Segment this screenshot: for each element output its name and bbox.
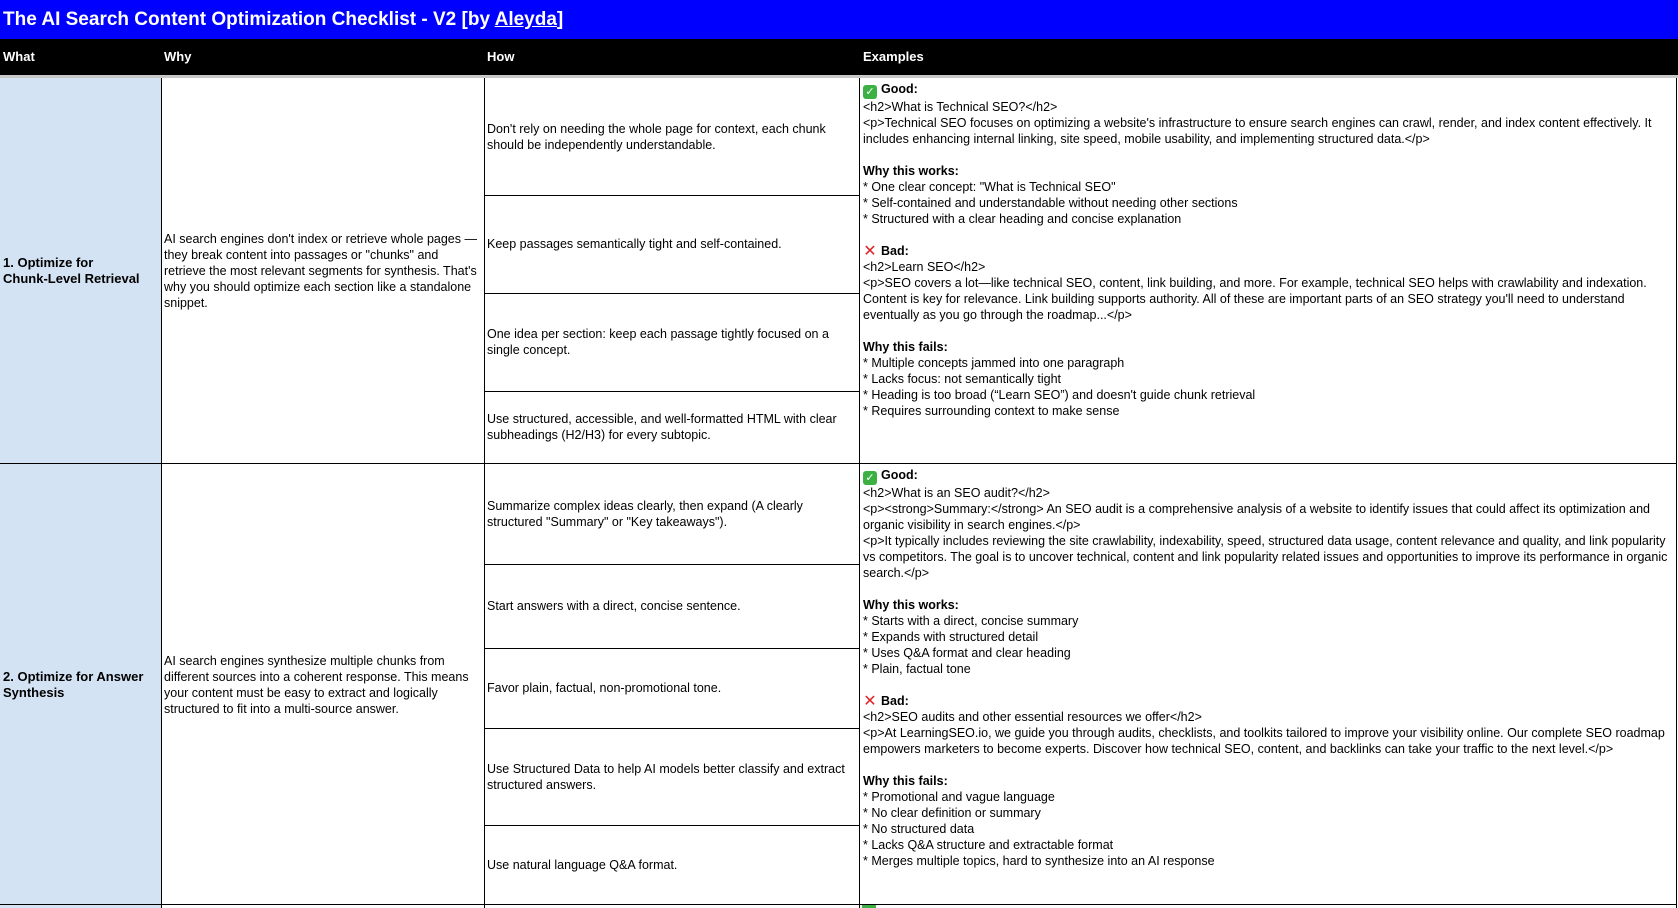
grid-line [484, 648, 860, 649]
why-works-label: Why this works: [863, 164, 959, 178]
example-line: * Requires surrounding context to make sense [863, 404, 1120, 418]
example-line: <p>At LearningSEO.io, we guide you through audits, checklists, and toolkits tailored to improve your visibility online. Our complete SEO roadmap empowers marketers to become experts. Discover how technical SEO, content, and backlinks can take your traffic to the next level.</p> [863, 726, 1665, 756]
example-line: <p>Technical SEO focuses on optimizing a website's infrastructure to ensure search engines can crawl, render, and index content effectively. It includes enhancing internal linking, site speed, mobile usability, and implementing structured data.</p> [863, 116, 1652, 146]
example-line: <h2>SEO audits and other essential resources we offer</h2> [863, 710, 1202, 724]
grid-line [484, 564, 860, 565]
good-label: Good: [881, 82, 918, 96]
example-line: * No clear definition or summary [863, 806, 1041, 820]
row-2-how-2: Start answers with a direct, concise sentence. [487, 599, 741, 613]
sheet-title [0, 0, 1678, 39]
example-line: <p>SEO covers a lot—like technical SEO, content, link building, and more. For example, technical SEO helps with crawlability and indexation. Content is key for relevance. Link building supports authority. All of these are important parts of an SEO strategy you'll need to understand eventually as you go through the roadmap...</p> [863, 276, 1647, 322]
example-line: * Lacks focus: not semantically tight [863, 372, 1062, 386]
column-header-how: How [487, 49, 515, 64]
title-text: The AI Search Content Optimization Checklist - V2 [by [3, 9, 495, 30]
example-line: * Structured with a clear heading and concise explanation [863, 212, 1182, 226]
row-1-how-4: Use structured, accessible, and well-formatted HTML with clear subheadings (H2/H3) for every subtopic. [487, 412, 837, 442]
example-line: * No structured data [863, 822, 975, 836]
example-line: <p>It typically includes reviewing the site crawlability, indexability, speed, structured data usage, content relevance and quality, and link popularity vs competitors. The goal is to uncover technical, content and link popularity related issues and opportunities to improve its performance in organic search.</p> [863, 534, 1668, 580]
row-1-examples [860, 81, 1676, 419]
example-line: <h2>What is Technical SEO?</h2> [863, 100, 1058, 114]
grid-line [859, 78, 860, 908]
example-line: * One clear concept: "What is Technical SEO" [863, 180, 1116, 194]
example-line: * Self-contained and understandable without needing other sections [863, 196, 1238, 210]
cross-mark-icon: ✕ [863, 693, 877, 710]
grid-line [0, 904, 1677, 905]
row-1-what: 1. Optimize for Chunk-Level Retrieval [0, 78, 161, 463]
grid-line [484, 728, 860, 729]
example-line: <h2>Learn SEO</h2> [863, 260, 986, 274]
example-line: * Plain, factual tone [863, 662, 971, 676]
grid-line [484, 78, 485, 908]
example-line: <p><strong>Summary:</strong> An SEO audit is a comprehensive analysis of a website to identify issues that could affect its optimization and organic visibility in search engines.</p> [863, 502, 1651, 532]
row-1-how-1: Don't rely on needing the whole page for context, each chunk should be independently understandable. [487, 121, 826, 152]
example-line: * Starts with a direct, concise summary [863, 614, 1079, 628]
row-2-examples [860, 467, 1676, 869]
example-line: * Promotional and vague language [863, 790, 1055, 804]
why-fails-label: Why this fails: [863, 774, 948, 788]
why-fails-label: Why this fails: [863, 340, 948, 354]
grid-line [0, 463, 1677, 464]
row-2-how-5: Use natural language Q&A format. [487, 857, 678, 872]
example-line: * Expands with structured detail [863, 630, 1039, 644]
grid-line [161, 78, 162, 908]
column-header-why: Why [164, 49, 192, 64]
example-line: * Multiple concepts jammed into one paragraph [863, 356, 1125, 370]
why-works-label: Why this works: [863, 598, 959, 612]
good-label: Good: [881, 468, 918, 482]
cross-mark-icon: ✕ [863, 243, 877, 260]
title-suffix: ] [556, 9, 564, 30]
row-1-why: AI search engines don't index or retrieve whole pages — they break content into passages or "chunks" and retrieve the most relevant segments for synthesis. That's why you should optimize each section like a standalone snippet. [164, 231, 477, 310]
grid-line [484, 293, 860, 294]
example-line: * Uses Q&A format and clear heading [863, 646, 1071, 660]
row-2-how-3: Favor plain, factual, non-promotional tone. [487, 681, 722, 695]
example-line: <h2>What is an SEO audit?</h2> [863, 486, 1050, 500]
row-2-what: 2. Optimize for Answer Synthesis [0, 464, 161, 906]
row-1-how-3: One idea per section: keep each passage tightly focused on a single concept. [487, 327, 829, 357]
column-header-examples: Examples [863, 49, 924, 64]
grid-line [484, 825, 860, 826]
row-2-why: AI search engines synthesize multiple chunks from different sources into a coherent response. This means your content must be easy to extract and logically structured to fit into a multi-source answer. [164, 654, 469, 716]
check-mark-icon: ✓ [863, 471, 877, 485]
grid-line [484, 391, 860, 392]
example-line: * Heading is too broad (“Learn SEO”) and doesn't guide chunk retrieval [863, 388, 1256, 402]
row-2-how-1: Summarize complex ideas clearly, then expand (A clearly structured "Summary" or "Key takeaways"). [487, 499, 803, 529]
column-header-what: What [3, 49, 35, 64]
row-1-how-2: Keep passages semantically tight and self-contained. [487, 237, 782, 251]
example-line: * Merges multiple topics, hard to synthesize into an AI response [863, 854, 1215, 868]
bad-label: Bad: [881, 694, 909, 708]
row-2-how-4: Use Structured Data to help AI models better classify and extract structured answers. [487, 761, 845, 792]
grid-line [1676, 78, 1677, 908]
column-header-row [0, 39, 1678, 75]
author-link[interactable]: Aleyda [494, 9, 557, 30]
bad-label: Bad: [881, 244, 909, 258]
example-line: * Lacks Q&A structure and extractable format [863, 838, 1114, 852]
grid-line [484, 195, 860, 196]
check-mark-icon: ✓ [863, 85, 877, 99]
